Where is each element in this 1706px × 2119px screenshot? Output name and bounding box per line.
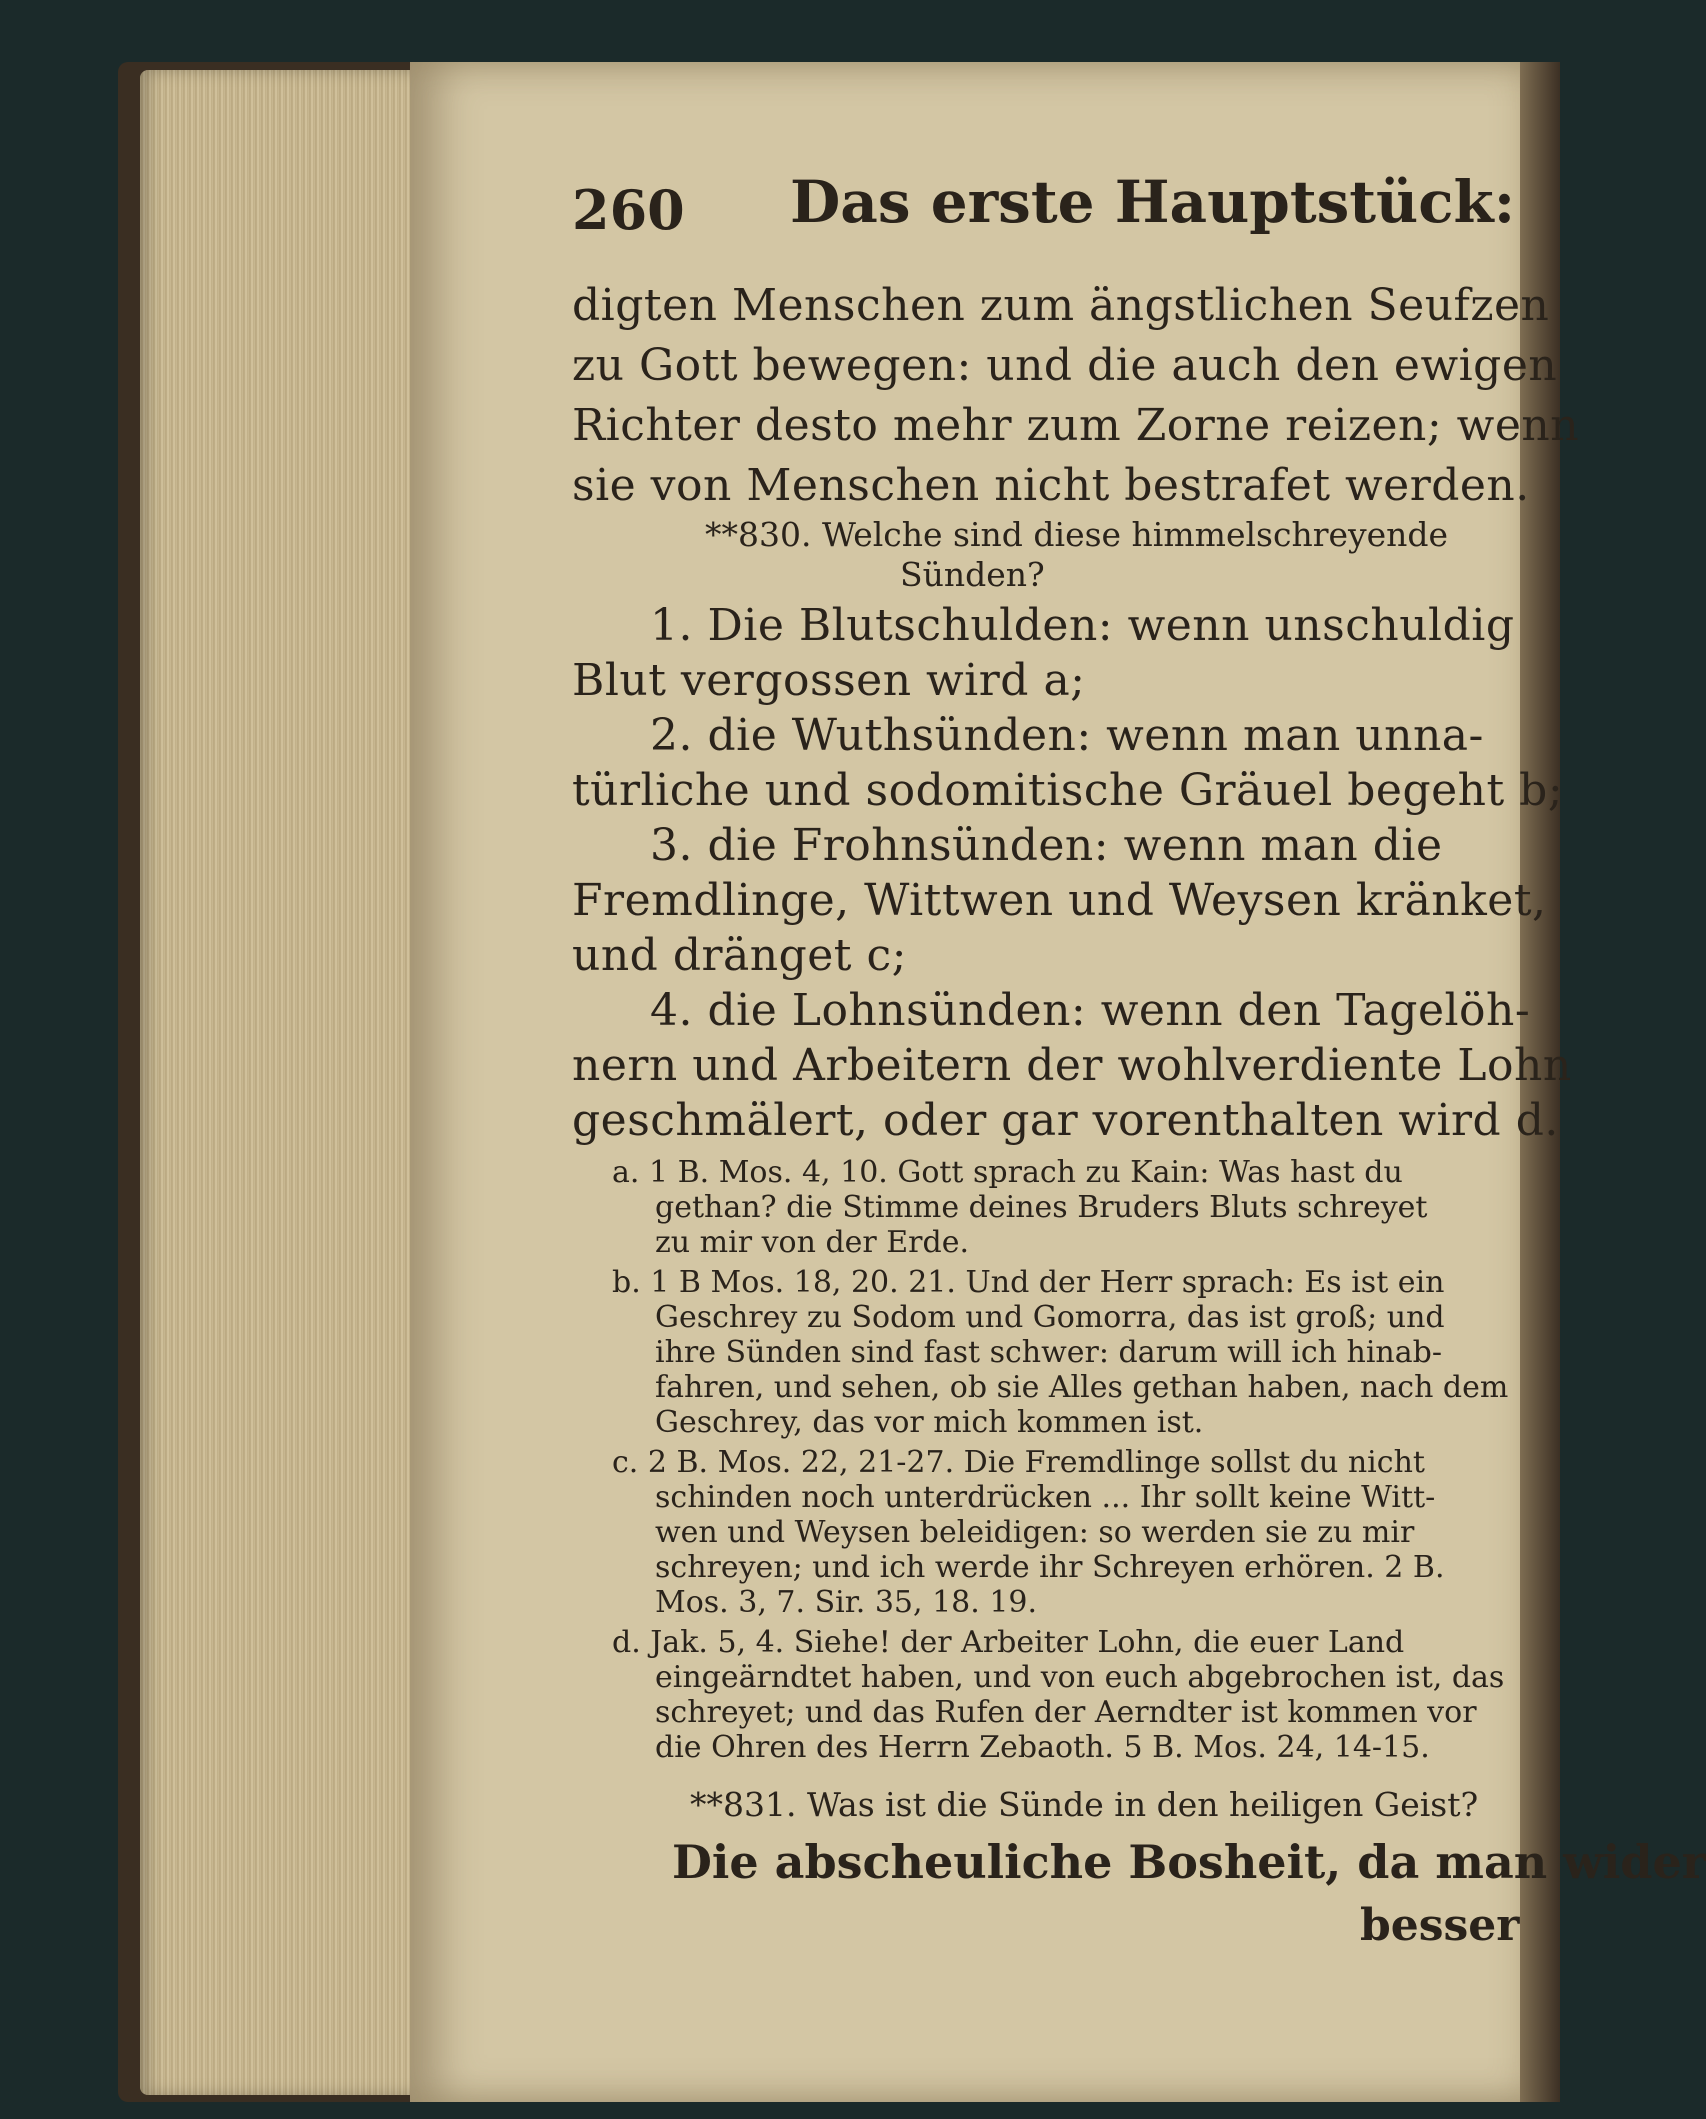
body-line: sie von Menschen nicht bestrafet werden. xyxy=(572,460,1530,511)
body-line: Richter desto mehr zum Zorne reizen; wenn xyxy=(572,400,1580,451)
footnote-line: zu mir von der Erde. xyxy=(655,1225,970,1260)
question-830-line: **830. Welche sind diese himmelschreyende xyxy=(705,515,1449,554)
footnote-line: schreyen; und ich werde ihr Schreyen erhören. 2 B. xyxy=(655,1550,1445,1585)
answer-line: Fremdlinge, Wittwen und Weysen kränket, xyxy=(572,875,1547,926)
footnote-line: die Ohren des Herrn Zebaoth. 5 B. Mos. 24, 14-15. xyxy=(655,1730,1430,1765)
footnote-line: fahren, und sehen, ob sie Alles gethan haben, nach dem xyxy=(655,1370,1509,1405)
footnote-line: eingeärndtet haben, und von euch abgebrochen ist, das xyxy=(655,1660,1505,1695)
answer-line: 4. die Lohnsünden: wenn den Tagelöh- xyxy=(650,985,1531,1036)
footnote-line: a. 1 B. Mos. 4, 10. Gott sprach zu Kain: Was hast du xyxy=(612,1155,1403,1190)
answer-line: geschmälert, oder gar vorenthalten wird d. xyxy=(572,1095,1559,1146)
footnote-line: Geschrey, das vor mich kommen ist. xyxy=(655,1405,1204,1440)
catchword: besser xyxy=(1360,1900,1520,1951)
footnote-line: b. 1 B Mos. 18, 20. 21. Und der Herr sprach: Es ist ein xyxy=(612,1265,1445,1300)
body-line: zu Gott bewegen: und die auch den ewigen xyxy=(572,340,1558,391)
answer-line: 2. die Wuthsünden: wenn man unna- xyxy=(650,710,1484,761)
footnote-line: c. 2 B. Mos. 22, 21-27. Die Fremdlinge sollst du nicht xyxy=(612,1445,1425,1480)
footnote-line: schreyet; und das Rufen der Aerndter ist kommen vor xyxy=(655,1695,1477,1730)
answer-line: und dränget c; xyxy=(572,930,907,981)
footnote-line: schinden noch unterdrücken ... Ihr sollt keine Witt- xyxy=(655,1480,1436,1515)
answer-line: nern und Arbeitern der wohlverdiente Lohn xyxy=(572,1040,1572,1091)
body-line: digten Menschen zum ängstlichen Seufzen xyxy=(572,280,1550,331)
answer-line: Blut vergossen wird a; xyxy=(572,655,1086,706)
footnote-line: Mos. 3, 7. Sir. 35, 18. 19. xyxy=(655,1585,1038,1620)
footnote-line: wen und Weysen beleidigen: so werden sie zu mir xyxy=(655,1515,1415,1550)
answer-line: 3. die Frohnsünden: wenn man die xyxy=(650,820,1443,871)
page-number: 260 xyxy=(572,178,685,242)
answer-line: türliche und sodomitische Gräuel begeht b; xyxy=(572,765,1564,816)
question-831: **831. Was ist die Sünde in den heiligen Geist? xyxy=(690,1785,1479,1824)
footnote-line: d. Jak. 5, 4. Siehe! der Arbeiter Lohn, die euer Land xyxy=(612,1625,1405,1660)
final-line: Die abscheuliche Bosheit, da man wider xyxy=(672,1835,1706,1889)
footnote-line: Geschrey zu Sodom und Gomorra, das ist groß; und xyxy=(655,1300,1445,1335)
page-title: Das erste Hauptstück: xyxy=(790,168,1516,236)
footnote-line: ihre Sünden sind fast schwer: darum will ich hinab- xyxy=(655,1335,1442,1370)
answer-line: 1. Die Blutschulden: wenn unschuldig xyxy=(650,600,1515,651)
question-830-line: Sünden? xyxy=(900,555,1045,594)
page-edges xyxy=(140,70,425,2095)
footnote-line: gethan? die Stimme deines Bruders Bluts schreyet xyxy=(655,1190,1428,1225)
